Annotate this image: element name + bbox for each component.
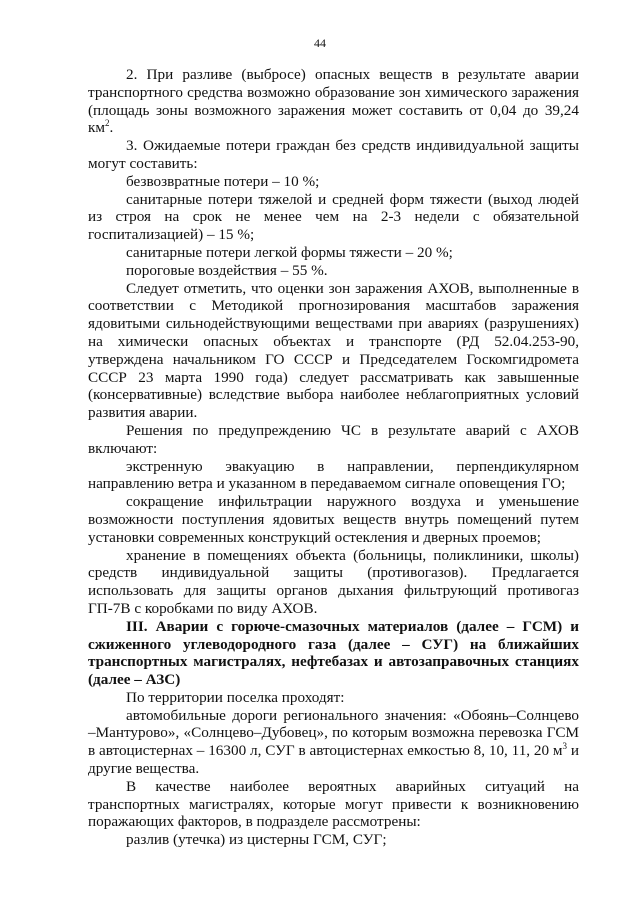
paragraph-irrecoverable-losses: безвозвратные потери – 10 %; bbox=[126, 172, 320, 190]
paragraph-evacuation: экстренную эвакуацию в направлении, перпендикулярном направлению ветра и указанном в передаваемом сигнале оповещения ГО; bbox=[88, 457, 579, 493]
superscript-2: 2 bbox=[105, 118, 110, 129]
superscript-3: 3 bbox=[562, 741, 568, 752]
paragraph-sanitary-losses-light: санитарные потери легкой формы тяжести – 20 %; bbox=[126, 243, 453, 261]
paragraph-ppe-storage: хранение в помещениях объекта (больницы, поликлиники, школы) средств индивидуальной защиты (противогазов). Предлагается использовать для защиты органов дыхания фильтрующий противогаз ГП-7В с коробками по виду АХОВ. bbox=[88, 546, 579, 617]
page-number: 44 bbox=[314, 36, 326, 50]
paragraph-territory: По территории поселка проходят: bbox=[126, 688, 345, 706]
paragraph-spill: разлив (утечка) из цистерны ГСМ, СУГ; bbox=[126, 831, 387, 849]
paragraph-expected-losses: 3. Ожидаемые потери граждан без средств индивидуальной защиты могут составить: bbox=[88, 137, 579, 172]
paragraph-assessment-note: Следует отметить, что оценки зон заражения АХОВ, выполненные в соответствии с Методикой прогнозирования масштабов заражения ядовитыми сильнодействующими веществами при авариях (разрушениях) на химически опасных объектах и транспорте (РД 52.04.253-90, утверждена начальником ГО СССР и Председателем Госкомгидромета СССР 23 марта 1990 года) следует рассматривать как завышенные (консервативные) вследствие выбора наиболее неблагоприятных условий развития аварии. bbox=[88, 279, 579, 422]
paragraph-sanitary-losses-severe: санитарные потери тяжелой и средней форм тяжести (выход людей из строя на срок не менее чем на 2-3 недели с обязательной госпитализацией) – 15 %; bbox=[88, 190, 579, 244]
paragraph-threshold-effects: пороговые воздействия – 55 %. bbox=[126, 261, 328, 279]
paragraph-accident-scenarios: В качестве наиболее вероятных аварийных ситуаций на транспортных магистралях, которые могут привести к возникновению поражающих факторов, в подразделе рассмотрены: bbox=[88, 777, 579, 831]
paragraph-zone-area: 2. При разливе (выбросе) опасных веществ в результате аварии транспортного средства возможно образование зон химического заражения (площадь зоны возможного заражения может составить от 0,04 до 39,24 $км^2$. bbox=[88, 66, 579, 137]
paragraph-prevention-decisions: Решения по предупреждению ЧС в результате аварий с АХОВ включают: bbox=[88, 421, 579, 457]
paragraph-regional-roads: автомобильные дороги регионального значения: «Обоянь–Солнцево –Мантурово», «Солнцево–Дубовец», по которым возможна перевозка ГСМ в автоцистернах – 16300 л, СУГ в автоцистернах емкостью 8, 10, 11, 20 $м^3$ и другие вещества. bbox=[88, 706, 579, 778]
section-heading-iii: III. Аварии с горюче-смазочных материалов (далее – ГСМ) и сжиженного углеводородного газа (далее – СУГ) на ближайших транспортных магистралях, нефтебазах и автозаправочных станциях (далее – АЗС) bbox=[88, 617, 579, 689]
paragraph-infiltration: сокращение инфильтрации наружного воздуха и уменьшение возможности поступления ядовитых веществ внутрь помещений путем установки современных конструкций остекления и дверных проемов; bbox=[88, 493, 579, 546]
document-body bbox=[88, 66, 579, 849]
